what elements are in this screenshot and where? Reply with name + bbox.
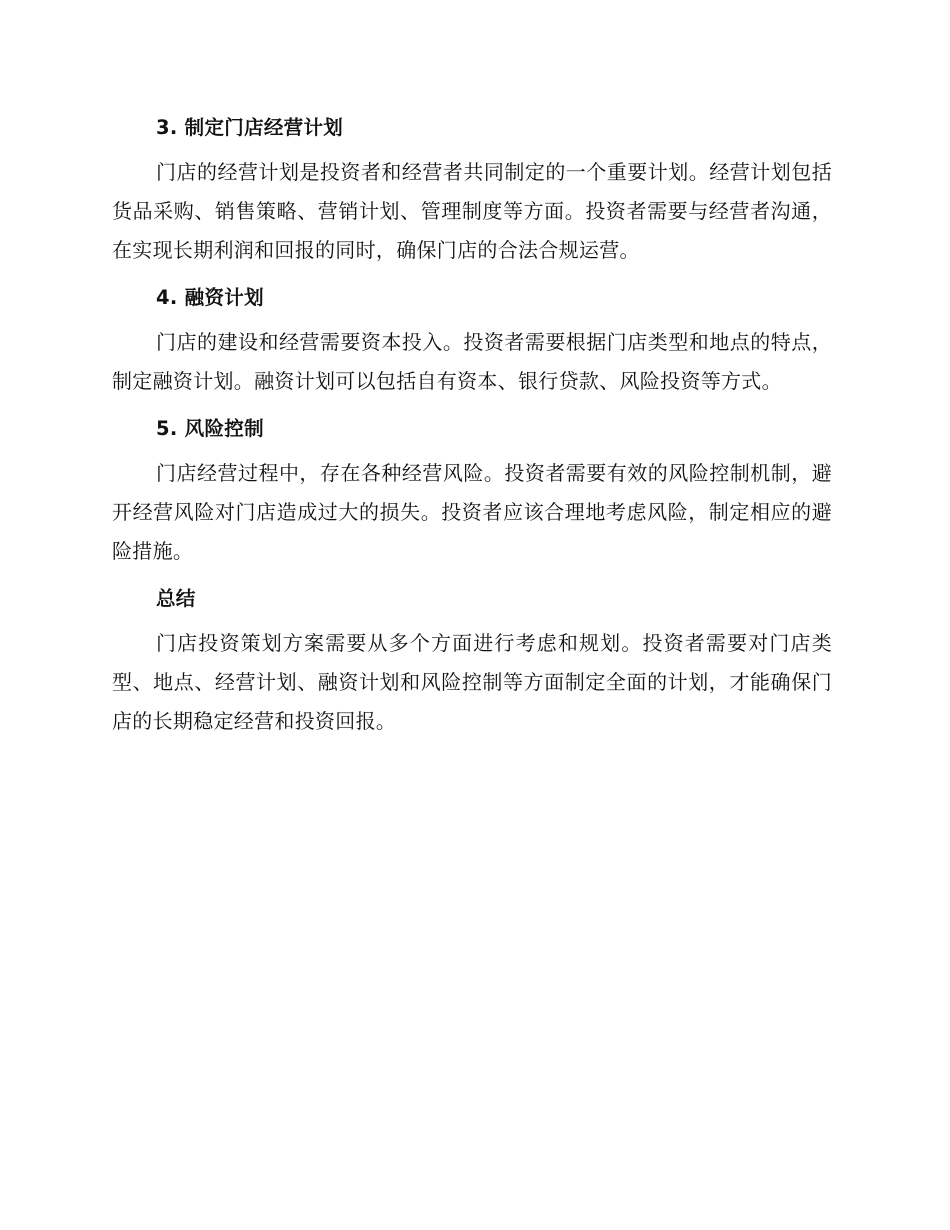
section-risk-control [112,410,832,571]
section-heading: 3. 制定门店经营计划 [156,116,344,139]
section-heading: 4. 融资计划 [156,286,264,309]
section-heading: 5. 风险控制 [156,417,264,440]
section-financing-plan [112,279,832,401]
section-paragraph: 门店的建设和经营需要资本投入。投资者需要根据门店类型和地点的特点，制定融资计划。融资计划可以包括自有资本、银行贷款、风险投资等方式。 [112,330,832,393]
section-summary [112,580,832,741]
section-business-plan [112,109,832,270]
section-paragraph: 门店的经营计划是投资者和经营者共同制定的一个重要计划。经营计划包括货品采购、销售策略、营销计划、管理制度等方面。投资者需要与经营者沟通，在实现长期利润和回报的同时，确保门店的合法合规运营。 [112,160,832,262]
section-paragraph: 门店经营过程中，存在各种经营风险。投资者需要有效的风险控制机制，避开经营风险对门店造成过大的损失。投资者应该合理地考虑风险，制定相应的避险措施。 [112,461,832,563]
document-body [112,109,832,750]
section-paragraph: 门店投资策划方案需要从多个方面进行考虑和规划。投资者需要对门店类型、地点、经营计划、融资计划和风险控制等方面制定全面的计划，才能确保门店的长期稳定经营和投资回报。 [112,631,832,733]
section-heading: 总结 [156,587,196,610]
